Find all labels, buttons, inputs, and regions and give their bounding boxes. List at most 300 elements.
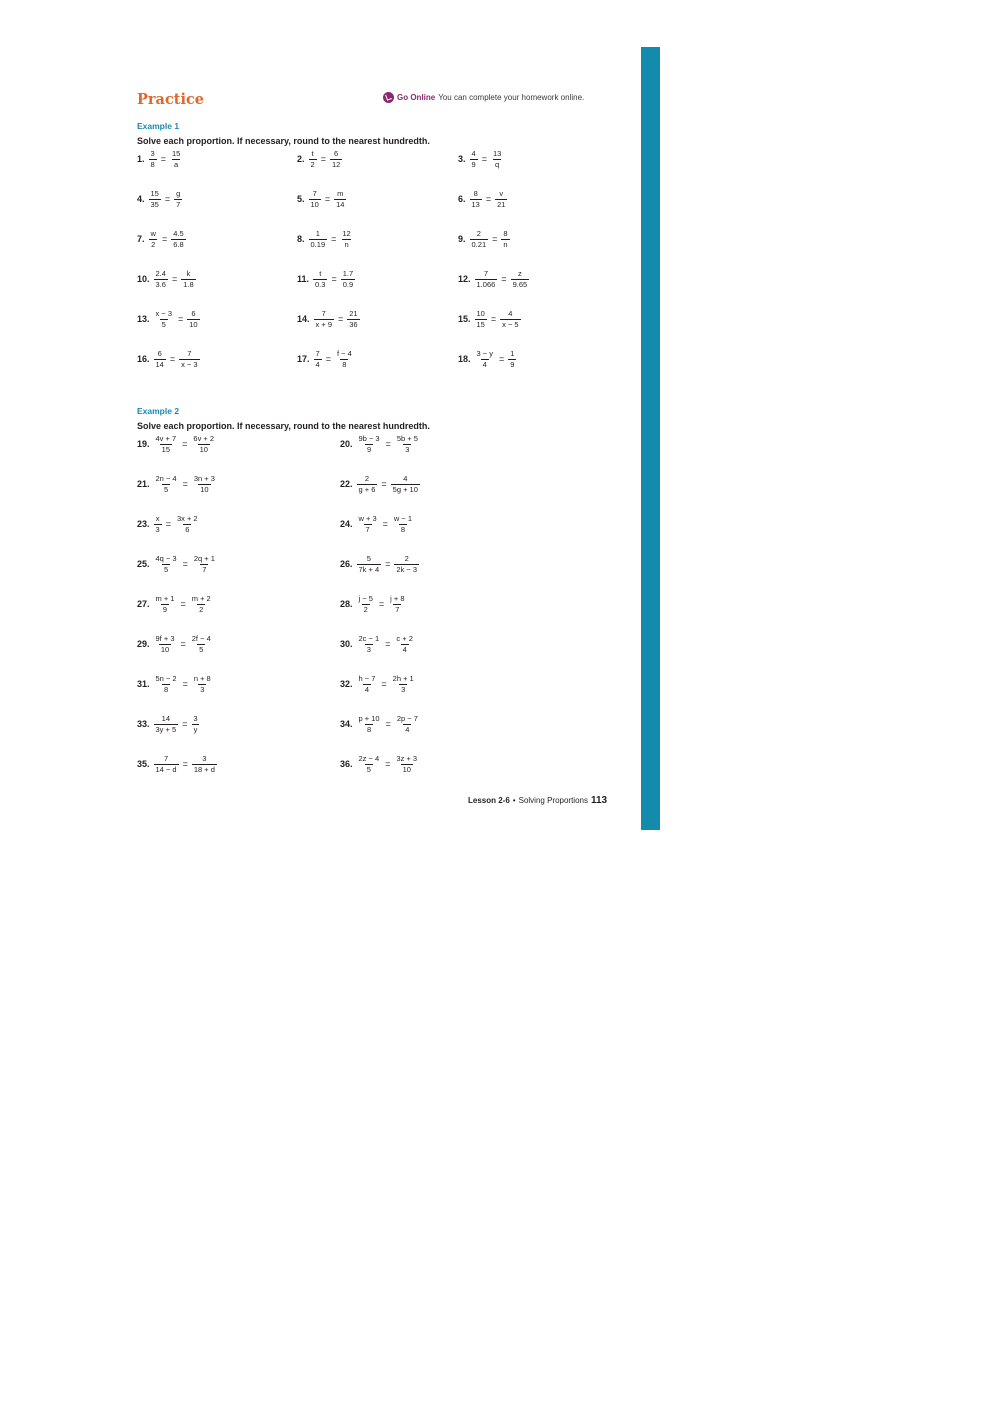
denominator: 10 (189, 319, 198, 329)
fraction (475, 270, 498, 288)
denominator: 35 (150, 199, 159, 209)
numerator: x (155, 514, 160, 523)
denominator: 10 (200, 484, 209, 494)
denominator: 10 (402, 764, 411, 774)
problem-number: 11. (297, 274, 310, 284)
problem-number: 34. (340, 719, 353, 729)
fraction (347, 310, 359, 328)
numerator: 4 (403, 474, 408, 483)
problem-number: 3. (458, 154, 466, 164)
numerator: 6v + 2 (193, 434, 215, 443)
denominator: 7 (176, 199, 181, 209)
equals-sign: = (498, 354, 505, 364)
side-color-bar (641, 47, 660, 830)
fraction (395, 435, 420, 453)
fraction (394, 635, 414, 653)
problem-number: 25. (137, 559, 150, 569)
denominator: 7k + 4 (358, 564, 380, 574)
numerator: 8 (473, 189, 478, 198)
denominator: 3 (366, 644, 371, 654)
numerator: 1 (315, 229, 320, 238)
page-number: 113 (590, 795, 608, 806)
numerator: 5b + 5 (396, 434, 418, 443)
problem-item (340, 435, 421, 453)
fraction (190, 595, 213, 613)
numerator: 15 (171, 149, 181, 158)
fraction (357, 715, 382, 733)
numerator: 2.4 (155, 269, 166, 278)
denominator: 3 (401, 684, 406, 694)
problem-number: 9. (458, 234, 466, 244)
equals-sign: = (180, 599, 186, 609)
denominator: 18 + d (193, 764, 215, 774)
problem-item (340, 515, 415, 533)
fraction (309, 230, 328, 248)
fraction (154, 715, 179, 733)
fraction (335, 350, 354, 368)
equals-sign: = (160, 154, 166, 164)
fraction (191, 435, 216, 453)
numerator: 4 (471, 149, 476, 158)
problem-number: 30. (340, 639, 353, 649)
denominator: 7 (202, 564, 207, 574)
fraction (154, 350, 166, 368)
numerator: 2p − 7 (396, 714, 418, 723)
fraction (191, 715, 199, 733)
numerator: 2z − 4 (358, 754, 380, 763)
numerator: 5 (366, 554, 371, 563)
numerator: 3 − y (476, 349, 493, 358)
problem-item (458, 230, 511, 248)
denominator: 5 (199, 644, 204, 654)
problem-number: 16. (137, 354, 150, 364)
equals-sign: = (165, 519, 171, 529)
fraction (357, 675, 378, 693)
problem-number: 6. (458, 194, 466, 204)
problem-item (137, 350, 201, 368)
numerator: 2 (476, 229, 481, 238)
page-footer (468, 795, 607, 806)
fraction (154, 435, 179, 453)
fraction (190, 635, 213, 653)
fraction (357, 595, 375, 613)
equals-sign: = (378, 599, 385, 609)
numerator: 7 (321, 309, 326, 318)
denominator: y (193, 724, 198, 734)
fraction (391, 475, 420, 493)
problem-number: 32. (340, 679, 353, 689)
problem-number: 5. (297, 194, 305, 204)
numerator: 4 (508, 309, 513, 318)
equals-sign: = (382, 519, 388, 529)
numerator: j − 5 (358, 594, 373, 603)
fraction (511, 270, 530, 288)
denominator: x + 9 (315, 319, 332, 329)
fraction (314, 350, 322, 368)
numerator: 9b − 3 (358, 434, 380, 443)
problem-item (340, 635, 416, 653)
numerator: p + 10 (358, 714, 380, 723)
fraction (341, 270, 355, 288)
fraction (508, 350, 516, 368)
fraction (154, 555, 179, 573)
fraction (149, 190, 161, 208)
fraction (149, 230, 158, 248)
numerator: c + 2 (396, 634, 413, 643)
fraction (154, 270, 168, 288)
problem-item (137, 755, 218, 773)
denominator: 14 − d (155, 764, 177, 774)
denominator: 1.066 (476, 279, 496, 289)
footer-topic: Solving Proportions (518, 796, 588, 805)
denominator: 5 (161, 319, 166, 329)
numerator: g (176, 189, 181, 198)
problem-number: 29. (137, 639, 150, 649)
numerator: 2h + 1 (392, 674, 414, 683)
fraction (192, 755, 217, 773)
denominator: 2 (199, 604, 204, 614)
fraction (309, 150, 317, 168)
go-online-label: Go Online (397, 93, 436, 102)
problem-item (137, 715, 201, 733)
equals-sign: = (501, 274, 507, 284)
problem-number: 36. (340, 759, 353, 769)
denominator: x − 3 (181, 359, 198, 369)
problem-item (297, 150, 343, 168)
denominator: 2 (151, 239, 156, 249)
numerator: 8 (503, 229, 508, 238)
fraction (149, 150, 157, 168)
denominator: 13 (471, 199, 480, 209)
denominator: 10 (160, 644, 170, 654)
denominator: 5 (163, 564, 169, 574)
equals-sign: = (385, 759, 391, 769)
denominator: 4 (364, 684, 370, 694)
equals-sign: = (169, 354, 176, 364)
numerator: 14 (161, 714, 170, 723)
denominator: 3.6 (155, 279, 166, 289)
problem-item (137, 310, 201, 328)
fraction (475, 350, 495, 368)
equals-sign: = (182, 759, 188, 769)
numerator: 7 (315, 349, 320, 358)
problem-number: 20. (340, 439, 353, 449)
fraction (154, 475, 179, 493)
numerator: 3n + 3 (193, 474, 215, 483)
problem-item (137, 475, 218, 493)
footer-bullet: • (512, 796, 516, 805)
equals-sign: = (331, 274, 337, 284)
problem-number: 23. (137, 519, 150, 529)
problem-item (458, 350, 517, 368)
fraction (192, 555, 217, 573)
denominator: 2k − 3 (396, 564, 418, 574)
problem-number: 22. (340, 479, 353, 489)
equals-sign: = (182, 719, 188, 729)
equals-sign: = (331, 234, 337, 244)
fraction (392, 515, 414, 533)
fraction (154, 675, 179, 693)
numerator: 3 (193, 714, 198, 723)
fraction (470, 150, 478, 168)
denominator: 21 (497, 199, 506, 209)
example-2-instruction: Solve each proportion. If necessary, round to the nearest hundredth. (137, 421, 430, 431)
denominator: 6.8 (173, 239, 184, 249)
numerator: x − 3 (155, 309, 172, 318)
denominator: 14 (155, 359, 164, 369)
equals-sign: = (385, 559, 391, 569)
problem-item (458, 190, 508, 208)
equals-sign: = (385, 719, 391, 729)
problem-number: 31. (137, 679, 150, 689)
denominator: 9.65 (512, 279, 528, 289)
denominator: 2 (310, 159, 315, 169)
denominator: q (495, 159, 500, 169)
fraction (170, 150, 182, 168)
numerator: v (499, 189, 504, 198)
problem-number: 7. (137, 234, 145, 244)
fraction (357, 435, 382, 453)
problem-number: 15. (458, 314, 471, 324)
denominator: 2 (363, 604, 368, 614)
problem-number: 35. (137, 759, 150, 769)
numerator: 2c − 1 (358, 634, 380, 643)
denominator: 5 (366, 764, 371, 774)
problem-item (137, 190, 183, 208)
denominator: n (503, 239, 508, 249)
problem-item (137, 595, 214, 613)
numerator: 2n − 4 (155, 474, 177, 483)
numerator: 7 (312, 189, 317, 198)
go-online-note[interactable] (383, 92, 584, 103)
numerator: 1.7 (342, 269, 354, 278)
problem-number: 10. (137, 274, 150, 284)
footer-lesson: Lesson 2-6 (468, 796, 510, 805)
numerator: 6 (191, 309, 196, 318)
equals-sign: = (171, 274, 178, 284)
denominator: 7 (395, 604, 400, 614)
problem-number: 13. (137, 314, 150, 324)
numerator: j + 8 (390, 594, 405, 603)
fraction (171, 230, 185, 248)
denominator: 6 (185, 524, 190, 534)
denominator: 15 (161, 444, 170, 454)
fraction (154, 635, 177, 653)
denominator: 8 (342, 359, 347, 369)
numerator: 4.5 (173, 229, 184, 238)
fraction (330, 150, 342, 168)
problem-number: 28. (340, 599, 353, 609)
fraction (357, 755, 382, 773)
denominator: 0.9 (342, 279, 354, 289)
denominator: n (344, 239, 349, 249)
denominator: 3 (155, 524, 160, 534)
denominator: 3 (200, 684, 205, 694)
denominator: 4 (482, 359, 487, 369)
go-online-text: You can complete your homework online. (438, 93, 585, 102)
problem-item (458, 310, 522, 328)
problem-item (297, 270, 356, 288)
equals-sign: = (385, 639, 391, 649)
numerator: 3z + 3 (396, 754, 418, 763)
numerator: 6 (157, 349, 162, 358)
equals-sign: = (492, 234, 498, 244)
numerator: 2 (404, 554, 409, 563)
problem-item (137, 230, 187, 248)
problem-number: 21. (137, 479, 150, 489)
numerator: 13 (492, 149, 502, 158)
numerator: t (319, 269, 322, 278)
fraction (154, 595, 177, 613)
problem-item (137, 555, 218, 573)
problem-item (297, 350, 355, 368)
denominator: 8 (366, 724, 372, 734)
fraction (491, 150, 503, 168)
numerator: w (150, 229, 156, 238)
numerator: 3x + 2 (176, 514, 198, 523)
numerator: n + 8 (193, 674, 211, 683)
numerator: m (337, 189, 344, 198)
problem-item (137, 435, 217, 453)
numerator: 9f + 3 (155, 634, 175, 643)
problem-number: 1. (137, 154, 145, 164)
problem-item (340, 475, 421, 493)
denominator: 0.3 (315, 279, 326, 289)
problem-number: 8. (297, 234, 305, 244)
fraction (181, 270, 195, 288)
problem-item (458, 150, 504, 168)
page-title: Practice (137, 91, 205, 108)
denominator: 10 (310, 199, 319, 209)
equals-sign: = (381, 679, 387, 689)
fraction (192, 475, 217, 493)
fraction (395, 715, 420, 733)
numerator: 6 (334, 149, 339, 158)
numerator: z (517, 269, 522, 278)
fraction (179, 350, 199, 368)
numerator: k (186, 269, 191, 278)
denominator: 9 (471, 159, 476, 169)
fraction (388, 595, 406, 613)
numerator: w − 1 (393, 514, 413, 523)
fraction (309, 190, 321, 208)
problem-item (137, 515, 201, 533)
fraction (357, 515, 379, 533)
numerator: 3 (202, 754, 207, 763)
problem-item (340, 555, 420, 573)
denominator: 0.19 (310, 239, 326, 249)
numerator: h − 7 (358, 674, 376, 683)
fraction (470, 190, 482, 208)
denominator: 15 (476, 319, 485, 329)
fraction (154, 515, 162, 533)
equals-sign: = (385, 439, 391, 449)
denominator: g + 6 (358, 484, 376, 494)
equals-sign: = (164, 194, 171, 204)
problem-item (340, 715, 421, 733)
example-2-label: Example 2 (137, 406, 180, 416)
numerator: 12 (342, 229, 351, 238)
numerator: 4q − 3 (155, 554, 177, 563)
numerator: 15 (150, 189, 159, 198)
equals-sign: = (481, 154, 487, 164)
problem-item (458, 270, 530, 288)
problem-number: 24. (340, 519, 353, 529)
numerator: 21 (349, 309, 358, 318)
fraction (154, 310, 174, 328)
denominator: 7 (365, 524, 370, 534)
numerator: 1 (510, 349, 515, 358)
fraction (334, 190, 346, 208)
problem-item (340, 755, 420, 773)
equals-sign: = (485, 194, 492, 204)
denominator: 10 (199, 444, 208, 454)
problem-item (297, 190, 347, 208)
numerator: m + 1 (155, 594, 175, 603)
numerator: 10 (476, 309, 485, 318)
equals-sign: = (490, 314, 497, 324)
denominator: 4 (405, 724, 410, 734)
problem-item (297, 310, 361, 328)
problem-item (137, 635, 214, 653)
fraction (500, 310, 520, 328)
equals-sign: = (180, 639, 186, 649)
equals-sign: = (182, 439, 188, 449)
numerator: m + 2 (191, 594, 211, 603)
fraction (357, 635, 382, 653)
fraction (394, 755, 419, 773)
fraction (175, 515, 200, 533)
denominator: 9 (366, 444, 372, 454)
numerator: 2f − 4 (191, 634, 211, 643)
numerator: t (311, 149, 314, 158)
denominator: 8 (150, 159, 155, 169)
equals-sign: = (381, 479, 387, 489)
problem-number: 14. (297, 314, 310, 324)
problem-number: 12. (458, 274, 471, 284)
denominator: 3 (405, 444, 410, 454)
equals-sign: = (325, 354, 331, 364)
problem-number: 26. (340, 559, 353, 569)
numerator: 5n − 2 (155, 674, 177, 683)
problem-number: 18. (458, 354, 471, 364)
equals-sign: = (161, 234, 168, 244)
denominator: 4 (402, 644, 407, 654)
numerator: 3 (150, 149, 155, 158)
denominator: 12 (331, 159, 341, 169)
equals-sign: = (320, 154, 326, 164)
denominator: 0.21 (471, 239, 487, 249)
problem-item (340, 675, 417, 693)
fraction (313, 270, 327, 288)
fraction (470, 230, 489, 248)
problem-item (340, 595, 408, 613)
numerator: 7 (163, 754, 169, 763)
problem-number: 4. (137, 194, 145, 204)
numerator: 2 (364, 474, 370, 483)
denominator: 3y + 5 (155, 724, 177, 734)
problem-item (137, 675, 214, 693)
denominator: 1.8 (183, 279, 194, 289)
denominator: 36 (349, 319, 358, 329)
numerator: 4v + 7 (155, 434, 177, 443)
go-online-icon (383, 92, 394, 103)
denominator: 4 (315, 359, 320, 369)
denominator: 8 (400, 524, 406, 534)
denominator: 8 (163, 684, 169, 694)
example-1-instruction: Solve each proportion. If necessary, round to the nearest hundredth. (137, 136, 430, 146)
equals-sign: = (182, 479, 188, 489)
